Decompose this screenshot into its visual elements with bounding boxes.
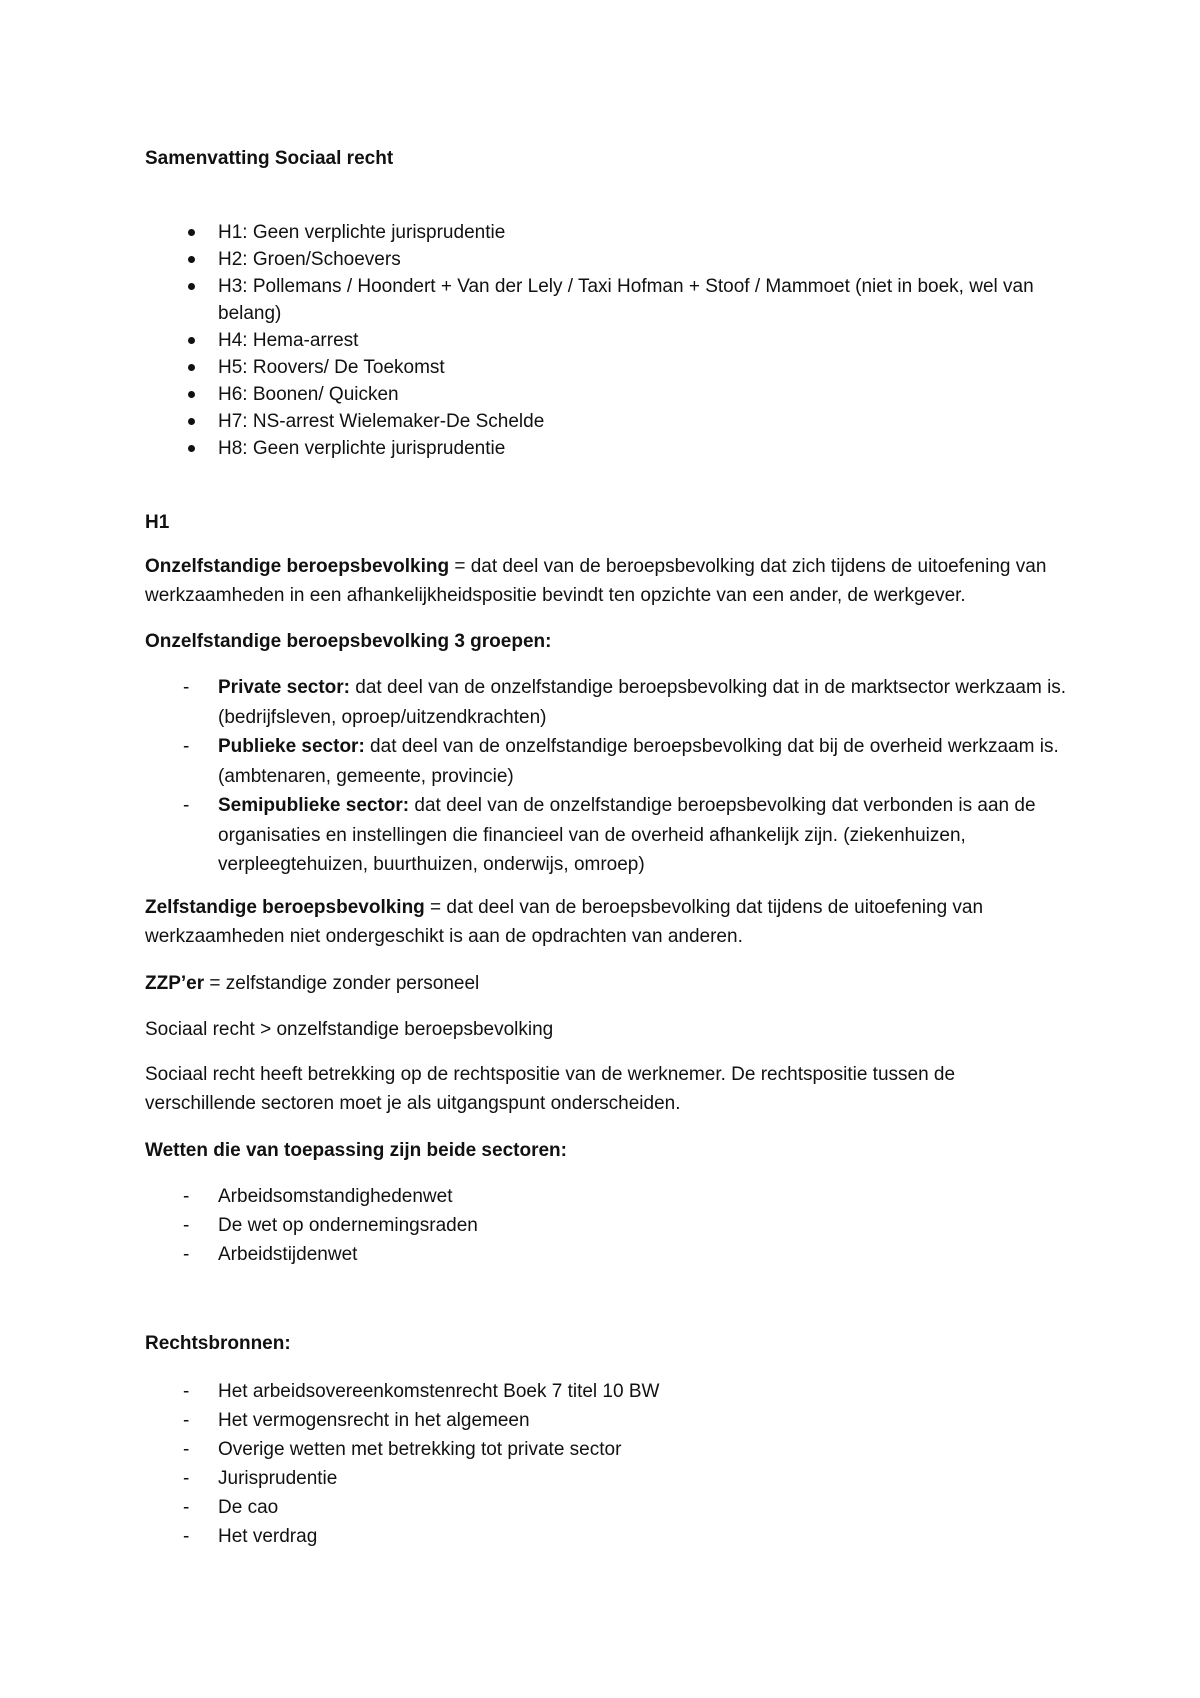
section-heading-h1: H1 bbox=[145, 512, 170, 533]
list-item: - Het vermogensrecht in het algemeen bbox=[145, 1406, 1075, 1435]
list-item: H5: Roovers/ De Toekomst bbox=[145, 354, 1075, 381]
list-item: - Arbeidstijdenwet bbox=[145, 1240, 1075, 1269]
definition-text: = zelfstandige zonder personeel bbox=[204, 973, 480, 994]
list-item: - Het verdrag bbox=[145, 1522, 1075, 1551]
list-item: H8: Geen verplichte jurisprudentie bbox=[145, 435, 1075, 462]
definition-zzp bbox=[145, 969, 1065, 998]
sociaal-recht-paragraph: Sociaal recht heeft betrekking op de rechtspositie van de werknemer. De rechtspositie tussen de verschillende sectoren moet je als uitgangspunt onderscheiden. bbox=[145, 1064, 956, 1114]
list-item: H1: Geen verplichte jurisprudentie bbox=[145, 219, 1075, 246]
list-item: - Overige wetten met betrekking tot private sector bbox=[145, 1435, 1075, 1464]
list-item: - De wet op ondernemingsraden bbox=[145, 1211, 1075, 1240]
term: Semipublieke sector: bbox=[218, 795, 410, 816]
groepen-heading: Onzelfstandige beroepsbevolking 3 groepen: bbox=[145, 631, 552, 652]
item-text: dat deel van de onzelfstandige beroepsbevolking dat in de marktsector werkzaam is. (bedrijfsleven, oproep/uitzendkrachten) bbox=[218, 677, 1067, 728]
list-item: - Arbeidsomstandighedenwet bbox=[145, 1182, 1075, 1211]
term: ZZP’er bbox=[145, 973, 205, 994]
list-item: H6: Boonen/ Quicken bbox=[145, 381, 1075, 408]
term: Publieke sector: bbox=[218, 736, 365, 757]
wetten-list bbox=[145, 1182, 1075, 1269]
rechtsbronnen-heading: Rechtsbronnen: bbox=[145, 1333, 291, 1354]
groepen-list bbox=[145, 673, 1075, 880]
jurisprudentie-list bbox=[145, 219, 1075, 462]
term: Onzelfstandige beroepsbevolking bbox=[145, 556, 450, 577]
item-text: dat deel van de onzelfstandige beroepsbevolking dat bij de overheid werkzaam is. (ambtenaren, gemeente, provincie) bbox=[218, 736, 1059, 787]
definition-text: = dat deel van de beroepsbevolking dat zich tijdens de uitoefening van werkzaamheden in een afhankelijkheidspositie bevindt ten opzichte van een ander, de werkgever. bbox=[145, 556, 1047, 606]
list-item bbox=[145, 673, 1075, 732]
list-item: - Jurisprudentie bbox=[145, 1464, 1075, 1493]
list-item: H3: Pollemans / Hoondert + Van der Lely / Taxi Hofman + Stoof / Mammoet (niet in boek, wel van belang) bbox=[145, 273, 1075, 327]
definition-onzelfstandig bbox=[145, 552, 1065, 610]
sociaal-recht-line: Sociaal recht > onzelfstandige beroepsbevolking bbox=[145, 1019, 554, 1040]
term: Zelfstandige beroepsbevolking bbox=[145, 897, 425, 918]
list-item: - De cao bbox=[145, 1493, 1075, 1522]
list-item bbox=[145, 732, 1075, 791]
definition-text: = dat deel van de beroepsbevolking dat tijdens de uitoefening van werkzaamheden niet ondergeschikt is aan de opdrachten van anderen. bbox=[145, 897, 984, 947]
definition-zelfstandig bbox=[145, 893, 1065, 951]
list-item bbox=[145, 791, 1075, 880]
list-item: H7: NS-arrest Wielemaker-De Schelde bbox=[145, 408, 1075, 435]
list-item: - Het arbeidsovereenkomstenrecht Boek 7 titel 10 BW bbox=[145, 1377, 1075, 1406]
list-item: H2: Groen/Schoevers bbox=[145, 246, 1075, 273]
document-title: Samenvatting Sociaal recht bbox=[145, 148, 394, 169]
term: Private sector: bbox=[218, 677, 351, 698]
item-text: dat deel van de onzelfstandige beroepsbevolking dat verbonden is aan de organisaties en instellingen die financieel van de overheid afhankelijk zijn. (ziekenhuizen, verpleegtehuizen, buurthuizen, onderwijs, omroep) bbox=[218, 795, 1036, 875]
rechtsbronnen-list bbox=[145, 1377, 1075, 1551]
list-item: H4: Hema-arrest bbox=[145, 327, 1075, 354]
wetten-heading: Wetten die van toepassing zijn beide sectoren: bbox=[145, 1140, 567, 1161]
